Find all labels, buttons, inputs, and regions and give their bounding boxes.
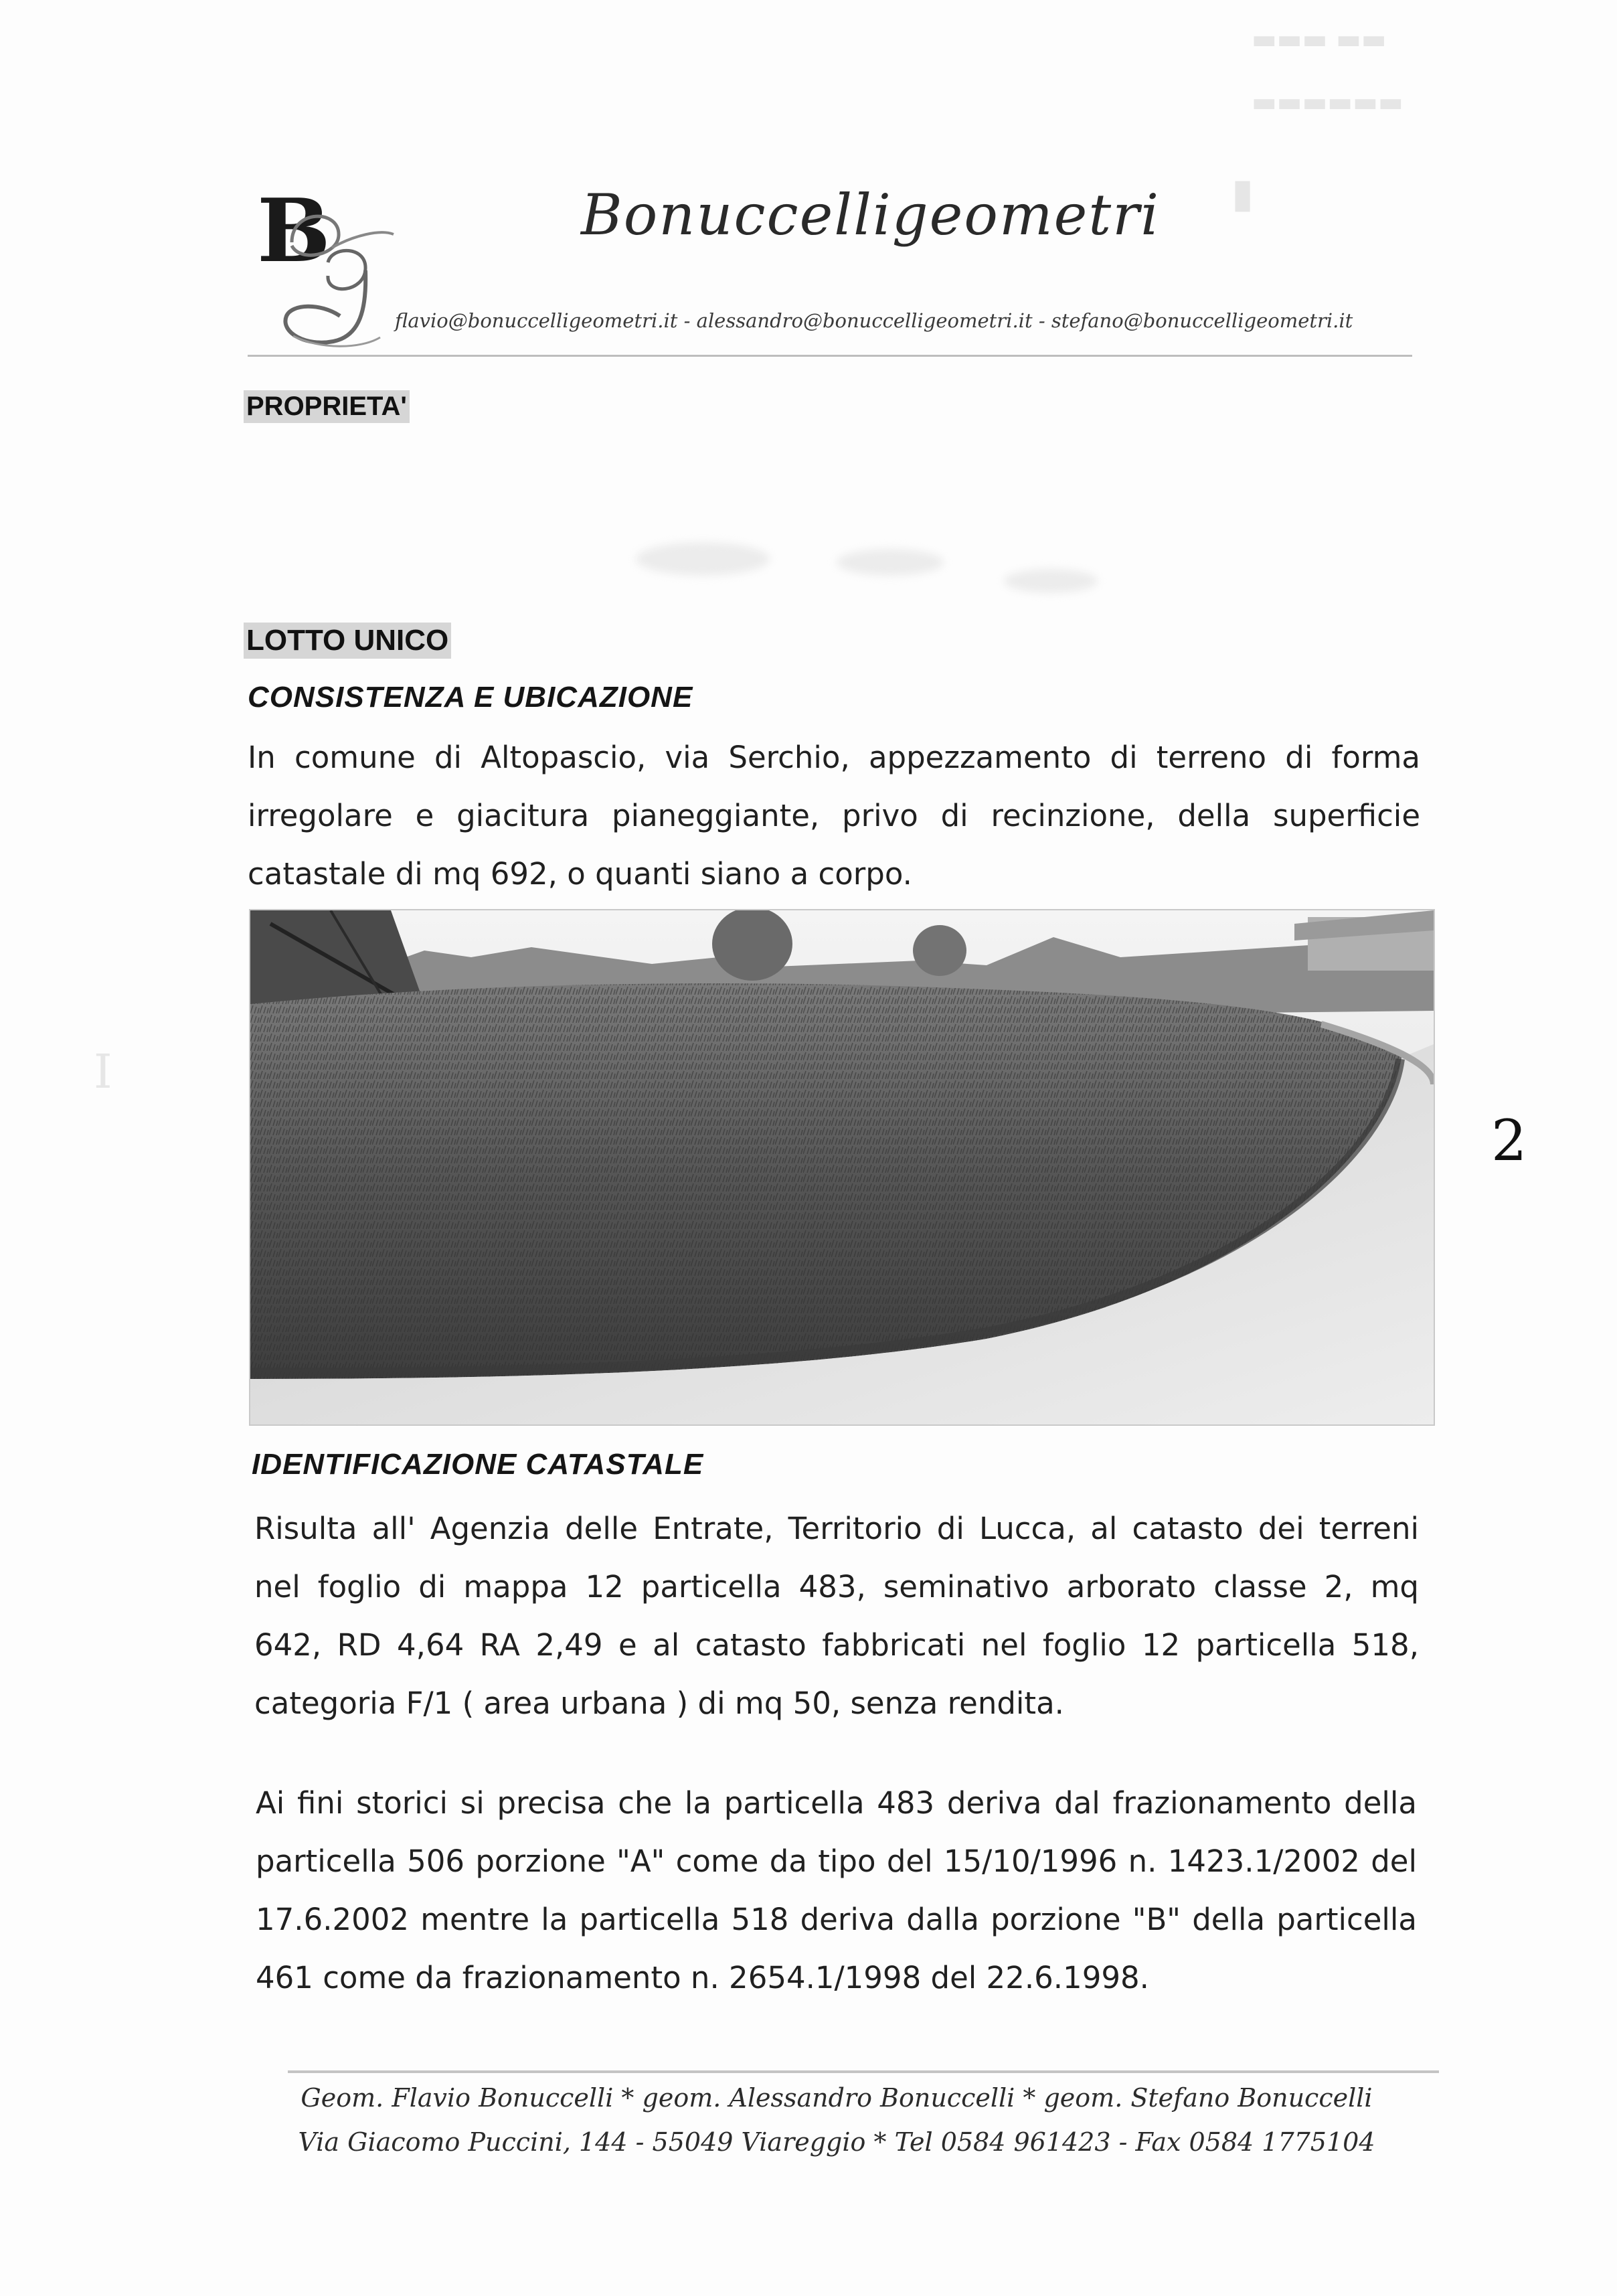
paragraph-line: 17.6.2002 mentre la particella 518 deriva dalla porzione "B" della particella (256, 1902, 1417, 1937)
paragraph-line: In comune di Altopascio, via Serchio, appezzamento di terreno di forma (248, 740, 1420, 775)
paragraph-line: 461 come da frazionamento n. 2654.1/1998 del 22.6.1998. (256, 1960, 1149, 1995)
scan-smudge (1004, 569, 1098, 593)
paragraph-line: Risulta all' Agenzia delle Entrate, Territorio di Lucca, al catasto dei terreni (254, 1511, 1419, 1546)
paragraph-line: Ai fini storici si precisa che la particella 483 deriva dal frazionamento della (256, 1785, 1417, 1821)
paragraph-line: categoria F/1 ( area urbana ) di mq 50, senza rendita. (254, 1686, 1064, 1721)
bleed-through-mark: ▮ (1231, 170, 1254, 217)
brand-name: Bonuccelligeometri (581, 182, 1161, 248)
bleed-through-mark: ▬▬▬▬▬▬ (1252, 87, 1403, 118)
footer-names: Geom. Flavio Bonuccelli * geom. Alessandro Bonuccelli * geom. Stefano Bonuccelli (301, 2083, 1373, 2113)
identificazione-heading: IDENTIFICAZIONE CATASTALE (252, 1448, 704, 1481)
proprieta-label: PROPRIETA' (244, 390, 410, 423)
land-parcel-photo (249, 909, 1435, 1426)
consistenza-paragraph (248, 728, 1420, 903)
storici-paragraph (256, 1774, 1417, 2007)
lotto-unico-label: LOTTO UNICO (244, 623, 451, 659)
bleed-through-mark: ▬▬▬ ▬▬ (1252, 24, 1387, 55)
bleed-through-mark: I (94, 1044, 112, 1099)
header-divider (248, 355, 1412, 357)
scan-smudge (636, 542, 770, 576)
paragraph-line: 642, RD 4,64 RA 2,49 e al catasto fabbricati nel foglio 12 particella 518, (254, 1627, 1419, 1663)
footer-address: Via Giacomo Puccini, 144 - 55049 Viareggio * Tel 0584 961423 - Fax 0584 1775104 (298, 2127, 1375, 2157)
email-addresses: flavio@bonuccelligeometri.it - alessandro@bonuccelligeometri.it - stefano@bonuccelligeometri.it (395, 309, 1353, 332)
paragraph-line: catastale di mq 692, o quanti siano a corpo. (248, 856, 912, 892)
page-number: 2 (1491, 1108, 1527, 1173)
paragraph-line: irregolare e giacitura pianeggiante, privo di recinzione, della superficie (248, 798, 1420, 833)
consistenza-heading: CONSISTENZA E UBICAZIONE (248, 681, 693, 714)
footer-divider (288, 2070, 1439, 2073)
identificazione-paragraph (254, 1499, 1419, 1732)
paragraph-line: particella 506 porzione "A" come da tipo del 15/10/1996 n. 1423.1/2002 del (256, 1843, 1417, 1879)
paragraph-line: nel foglio di mappa 12 particella 483, seminativo arborato classe 2, mq (254, 1569, 1419, 1605)
scan-smudge (837, 549, 944, 576)
svg-text:B: B (257, 182, 331, 282)
